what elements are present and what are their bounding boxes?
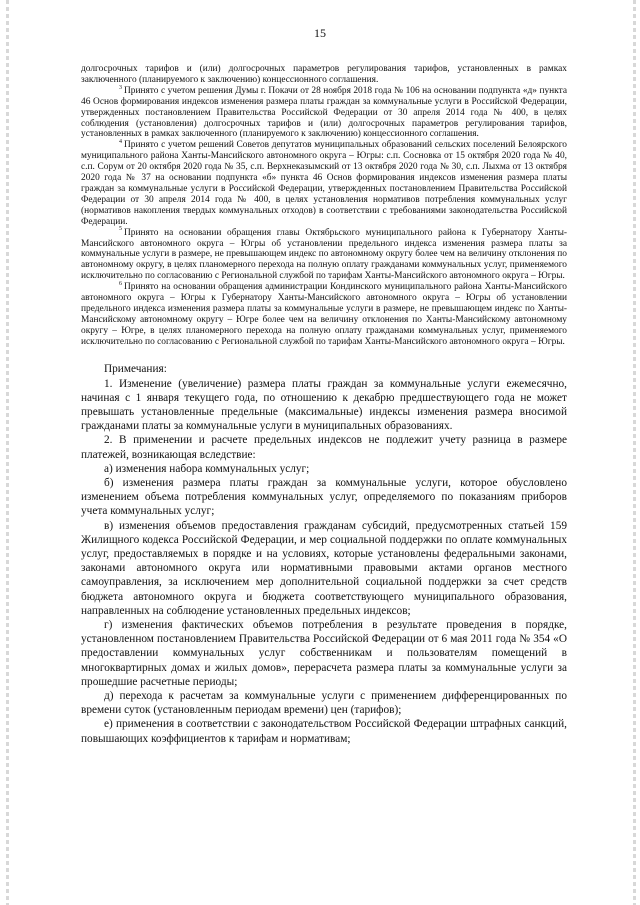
note-paragraph-2: 2. В применении и расчете предельных индексов не подлежит учету разница в размере платежей, возникающая вследствие: [81,434,567,461]
note-item-a: а) изменения набора коммунальных услуг; [104,462,310,475]
footnote-6 [81,282,567,347]
footnote-text: долгосрочных тарифов и (или) долгосрочных параметров регулирования тарифов, установленных в рамках заключенного (планируемого к заключению) концессионного соглашения. [81,64,567,85]
footnote-3 [81,86,567,141]
scan-edge-right [633,0,636,905]
footnote-5 [81,228,567,283]
footnote-marker: 6 [119,281,122,287]
note-item-b: б) изменения размера платы граждан за коммунальные услуги, которое обусловлено изменением объема потребления коммунальных услуг, определяемого по показаниям приборов учета коммунальных услуг; [81,476,567,518]
footnote-continuation [81,64,567,86]
footnote-text: Принято с учетом решения Думы г. Покачи от 28 ноября 2018 года № 106 на основании подпункта «д» пункта 46 Основ формирования индексов изменения размера платы граждан за коммунальные услуги в Российской Федерации, утвержденных постановлением Правительства Российской Федерации от 30 апреля 2014 года № 400, в целях соблюдения (установления) долгосрочных тарифов и (или) долгосрочных параметров регулирования тарифов, установленных в рамках заключенного (планируемого к заключению) концессионного соглашения. [81,85,567,140]
footnote-marker: 3 [119,84,122,91]
note-item-g: г) изменения фактических объемов потребления в результате проведения в порядке, установленном постановлением Правительства Российской Федерации от 6 мая 2011 года № 354 «О предоставлении коммунальных услуг собственникам и пользователям помещений в многоквартирных домах и жилых домов», перерасчета размера платы за коммунальные услуги за прошедшие расчетные периоды; [81,619,567,688]
note-item-v: в) изменения объемов предоставления гражданам субсидий, предусмотренных статьей 159 Жилищного кодекса Российской Федерации, и мер социальной поддержки по оплате коммунальных услуг, предоставляемых в порядке и на условиях, которые установлены федеральными законами, законами автономного округа или нормативными правовыми актами органов местного самоуправления, за исключением мер дополнительной социальной поддержки за счет средств бюджета автономного округа и бюджета соответствующего муниципального образования, направленных на соблюдение установленных предельных индексов; [81,519,567,617]
footnote-marker: 4 [119,139,122,146]
footnote-text: Принято на основании обращения главы Октябрьского муниципального района к Губернатору Ханты-Мансийского автономного округа – Югры об установлении предельного индекса изменения размера платы за коммунальные услуги в размере, не превышающем индекс по автономному округу более чем на величину отклонения по автономному округу, в целях планомерного перехода на полную оплату гражданами коммунальных услуг, применяемого исключительно по согласованию с Региональной службой по тарифам Ханты-Мансийского автономного округа – Югры. [81,227,567,282]
footnote-text: Принято с учетом решений Советов депутатов муниципальных образований сельских поселений Белоярского муниципального района Ханты-Мансийского автономного округа – Югры: с.п. Сосновка от 15 октября 2020 года № 40, с.п. Сорум от 20 октября 2020 года № 35, с.п. Верхнеказымский от 13 октября 2020 года № 30, с.п. Лыхма от 13 октября 2020 года № 37 на основании подпункта «б» пункта 46 Основ формирования индексов изменения размера платы граждан за коммунальные услуги в Российской Федерации, утвержденных постановлением Правительства Российской Федерации от 30 апреля 2014 года № 400, в целях установления нормативов потребления коммунальных услуг (нормативов накопления твердых коммунальных отходов) в соответствии с требованиями законодательства Российской Федерации. [81,140,567,227]
note-paragraph-1: 1. Изменение (увеличение) размера платы граждан за коммунальные услуги ежемесячно, начиная с 1 января текущего года, по отношению к декабрю предшествующего года не может превышать установленные предельные (максимальные) индексы изменения размера вносимой гражданами платы за коммунальные услуги в муниципальных образованиях. [81,377,567,433]
scan-edge-left [6,0,9,905]
note-item-d: д) перехода к расчетам за коммунальные услуги с применением дифференцированных по времени суток (установленным периодам времени) цен (тарифов); [81,690,567,717]
page-number: 15 [314,26,326,40]
notes-heading: Примечания: [104,362,167,375]
note-item-e: е) применения в соответствии с законодательством Российской Федерации штрафных санкций, повышающих коэффициентов к тарифам и нормативам; [81,718,567,745]
page-content [81,64,567,746]
footnote-marker: 5 [119,226,122,233]
footnote-4 [81,140,567,227]
footnote-text: Принято на основании обращения администрации Кондинского муниципального района Ханты-Мансийского автономного округа – Югры к Губернатору Ханты-Мансийского автономного округа – Югры об установлении предельного индекса изменения размера платы за коммунальные услуги в размере, не превышающем индекс по Ханты-Мансийскому автономному округу – Югре более чем на величину отклонения по Ханты-Мансийскому автономному округу – Югре, в целях планомерного перехода на полную оплату гражданами коммунальных услуг, применяемого исключительно по согласованию с Региональной службой по тарифам Ханты-Мансийского автономного округа – Югры. [81,282,567,347]
